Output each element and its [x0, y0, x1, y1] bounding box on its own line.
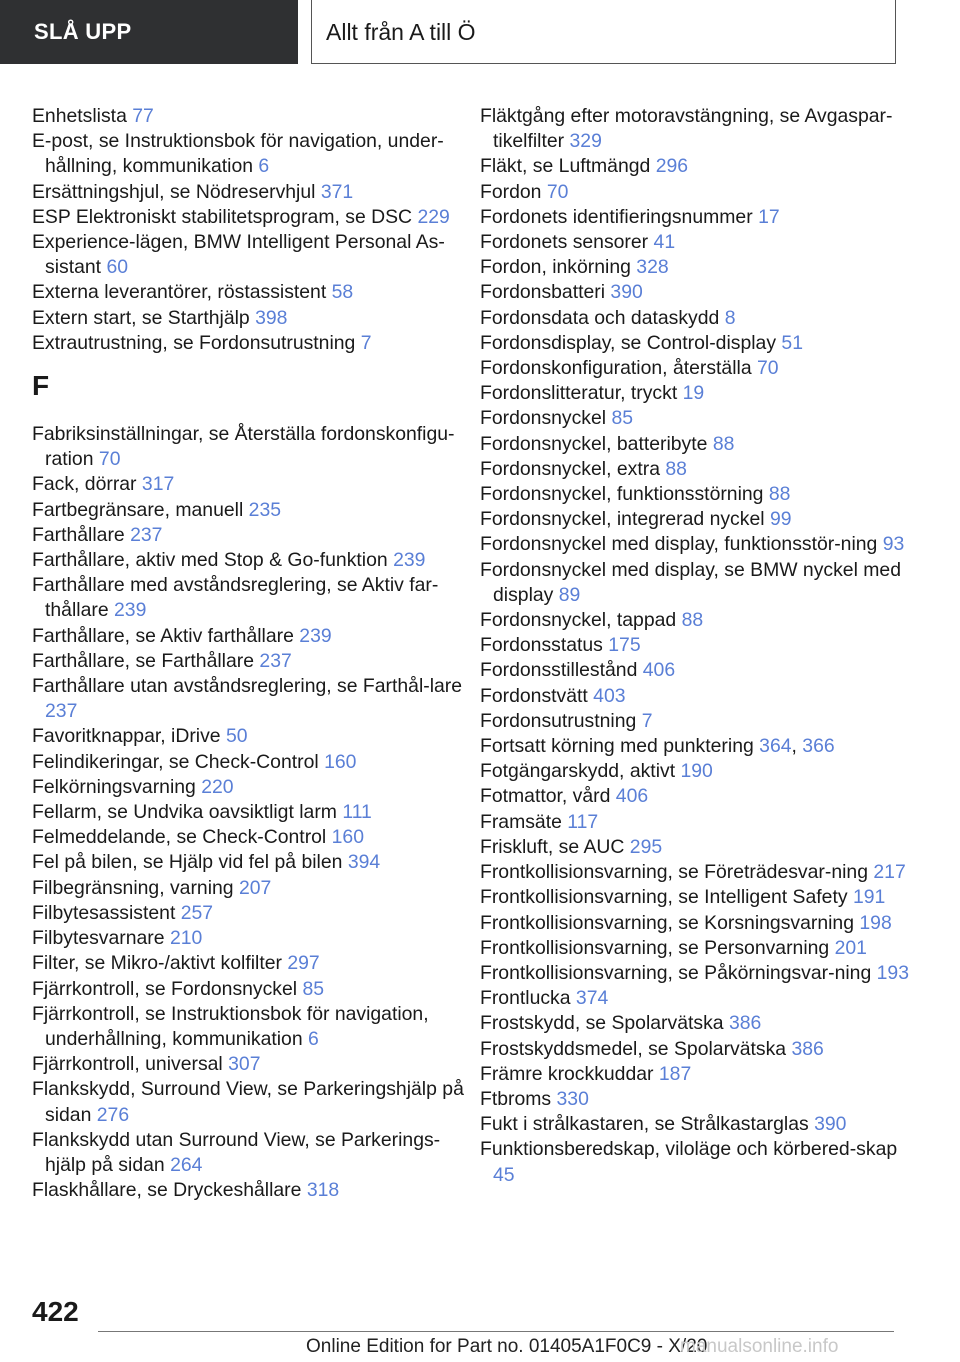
- entry-text: Fläkt, se Luftmängd: [480, 155, 651, 178]
- entry-text: Fjärrkontroll, universal: [32, 1053, 223, 1076]
- index-entry: [32, 104, 472, 129]
- entry-text: Ersättningshjul, se Nödreservhjul: [32, 180, 316, 203]
- entry-text: Fjärrkontroll, se Fordonsnyckel: [32, 977, 298, 1000]
- page-link[interactable]: 111: [342, 801, 372, 824]
- entry-text: Frontkollisionsvarning, se Korsningsvarning: [480, 911, 854, 934]
- index-entry: [480, 885, 910, 910]
- page-link[interactable]: 235: [248, 498, 282, 521]
- page-link[interactable]: 175: [608, 634, 641, 657]
- page-link[interactable]: 217: [873, 861, 906, 884]
- page-link[interactable]: 317: [141, 473, 175, 496]
- entry-text: Filter, se Mikro-/aktivt kolfilter: [32, 952, 282, 975]
- entry-text: Felindikeringar, se Check-Control: [32, 750, 319, 773]
- page-link[interactable]: 330: [556, 1087, 589, 1110]
- entry-text: Extrautrustning, se Fordonsutrustning: [32, 331, 356, 354]
- entry-text: Fordonsnyckel, batteribyte: [480, 432, 708, 455]
- index-entry: [32, 901, 472, 926]
- page-link[interactable]: 88: [681, 609, 704, 632]
- index-entry: [32, 573, 472, 623]
- index-entry: [32, 523, 472, 548]
- entry-text: Frontlucka: [480, 987, 571, 1010]
- entry-text: Fack, dörrar: [32, 473, 137, 496]
- entry-text: Fordonsnyckel med display, se BMW nyckel med display: [480, 558, 901, 606]
- page-link[interactable]: 237: [130, 523, 163, 546]
- page-link[interactable]: 7: [360, 331, 372, 354]
- index-entry: [32, 1128, 472, 1178]
- index-entry: [480, 180, 910, 205]
- entry-text: Fukt i strålkastaren, se Strålkastarglas: [480, 1113, 809, 1136]
- entry-text: Fordon, inkörning: [480, 256, 631, 279]
- entry-text: Farthållare med avståndsreglering, se Aktiv far-thållare: [32, 574, 439, 622]
- index-entry: [480, 1087, 910, 1112]
- entry-text: Fordonets sensorer: [480, 231, 649, 254]
- entry-text: Fordonsnyckel, extra: [480, 457, 660, 480]
- entry-text: Främre krockkuddar: [480, 1062, 654, 1085]
- index-entry: [480, 658, 910, 683]
- page-link[interactable]: 6: [258, 155, 270, 178]
- entry-text: Frontkollisionsvarning, se Påkörningsvar-ning: [480, 961, 872, 984]
- page-link[interactable]: 237: [259, 649, 292, 672]
- index-list-e: [32, 104, 472, 356]
- entry-text: Farthållare, se Farthållare: [32, 649, 255, 672]
- page-link[interactable]: 58: [331, 281, 354, 304]
- index-entry: [480, 1011, 910, 1036]
- index-entry: [480, 936, 910, 961]
- page-link[interactable]: 386: [728, 1012, 762, 1035]
- index-entry: [480, 154, 910, 179]
- index-entry: [480, 381, 910, 406]
- index-entry: [32, 331, 472, 356]
- page-link[interactable]: 50: [226, 725, 248, 748]
- entry-text: Extern start, se Starthjälp: [32, 306, 250, 329]
- page-link[interactable]: 77: [132, 105, 154, 127]
- entry-text: Filbytesassistent: [32, 901, 176, 924]
- index-column-left: [32, 104, 472, 1203]
- page-link[interactable]: 88: [665, 457, 687, 480]
- page-link[interactable]: 70: [757, 357, 779, 380]
- page-link[interactable]: 390: [814, 1113, 847, 1136]
- page-link[interactable]: 386: [791, 1037, 824, 1060]
- entry-text: Funktionsberedskap, viloläge och körbered-skap: [480, 1138, 898, 1161]
- entry-text: Friskluft, se AUC: [480, 835, 625, 858]
- page-link[interactable]: 364: [759, 735, 792, 758]
- entry-text: Fordonsutrustning: [480, 709, 637, 732]
- chapter-tab[interactable]: Allt från A till Ö: [311, 0, 896, 64]
- page-link[interactable]: 190: [680, 760, 713, 783]
- index-list-f: [32, 422, 472, 1203]
- page-link[interactable]: 276: [96, 1103, 130, 1126]
- page-link[interactable]: 117: [567, 810, 599, 833]
- index-entry: [480, 608, 910, 633]
- page-link[interactable]: 366: [802, 735, 835, 758]
- index-entry: [32, 422, 472, 472]
- index-entry: [480, 230, 910, 255]
- page-link[interactable]: 257: [180, 901, 214, 924]
- page-link[interactable]: 374: [575, 987, 609, 1010]
- page-link[interactable]: 89: [558, 583, 581, 606]
- page-link[interactable]: 210: [169, 927, 203, 950]
- index-entry: [32, 951, 472, 976]
- index-entry: [32, 825, 472, 850]
- entry-text: Fordonsnyckel med display, funktionsstör-ning: [480, 533, 878, 556]
- entry-text: Felkörningsvarning: [32, 775, 196, 798]
- entry-text: Fordonsstillestånd: [480, 659, 638, 682]
- index-entry: [32, 1178, 472, 1203]
- page-link[interactable]: 85: [302, 977, 325, 1000]
- index-entry: [480, 860, 910, 885]
- page-link[interactable]: 70: [98, 448, 121, 471]
- entry-text: Framsäte: [480, 810, 562, 833]
- index-entry: [480, 986, 910, 1011]
- entry-text: Fotgängarskydd, aktivt: [480, 760, 676, 783]
- page-link[interactable]: 45: [493, 1163, 515, 1186]
- entry-text: ESP Elektroniskt stabilitetsprogram, se DSC: [32, 205, 413, 228]
- page-link[interactable]: 239: [393, 549, 426, 572]
- entry-text: Fellarm, se Undvika oavsiktligt larm: [32, 801, 337, 824]
- index-entry: [32, 674, 472, 724]
- page-link[interactable]: 239: [299, 624, 332, 647]
- index-entry: [32, 1077, 472, 1127]
- index-entry: [480, 205, 910, 230]
- index-entry: [32, 230, 472, 280]
- index-entry: [480, 507, 910, 532]
- entry-text: Fortsatt körning med punktering: [480, 735, 754, 758]
- entry-text: Fordonsdisplay, se Control-display: [480, 331, 777, 354]
- index-entry: [32, 1052, 472, 1077]
- entry-text: Fordonsnyckel: [480, 407, 607, 430]
- index-entry: [32, 1002, 472, 1052]
- entry-text: Fotmattor, vård: [480, 785, 611, 808]
- entry-text: Ftbroms: [480, 1087, 552, 1110]
- index-entry: [32, 800, 472, 825]
- index-entry: [480, 331, 910, 356]
- index-entry: [480, 306, 910, 331]
- entry-text: Farthållare, aktiv med Stop & Go-funktion: [32, 549, 388, 572]
- index-entry: [480, 961, 910, 986]
- page-link[interactable]: 328: [636, 256, 669, 279]
- page-link[interactable]: 187: [658, 1062, 692, 1085]
- entry-text: Fordonsstatus: [480, 634, 603, 657]
- page-link[interactable]: 371: [320, 180, 354, 203]
- entry-text: Fläktgång efter motoravstängning, se Avgaspar-tikelfilter: [480, 105, 893, 153]
- entry-text: Felmeddelande, se Check-Control: [32, 826, 327, 849]
- index-entry: [480, 911, 910, 936]
- index-entry: [32, 724, 472, 749]
- entry-text: Fjärrkontroll, se Instruktionsbok för navigation, underhållning, kommunikation: [32, 1002, 429, 1050]
- index-entry: [480, 406, 910, 431]
- entry-text: Frostskydd, se Spolarvätska: [480, 1012, 724, 1035]
- page-link[interactable]: 160: [331, 826, 364, 849]
- page-link[interactable]: 239: [114, 599, 147, 622]
- edition-note: Online Edition for Part no. 01405A1F0C9 - X/20: [306, 1336, 708, 1357]
- page-link[interactable]: 307: [228, 1053, 261, 1076]
- index-entry: [32, 876, 472, 901]
- index-entry: [480, 810, 910, 835]
- entry-text: Favoritknappar, iDrive: [32, 725, 221, 748]
- index-entry: [32, 180, 472, 205]
- index-entry: [480, 1062, 910, 1087]
- page-link[interactable]: 8: [724, 306, 736, 329]
- entry-text: Fordonsnyckel, integrerad nyckel: [480, 508, 765, 531]
- page-link[interactable]: 7: [641, 709, 653, 732]
- index-entry: [480, 1137, 910, 1187]
- index-entry: [480, 784, 910, 809]
- page-link[interactable]: 264: [170, 1153, 203, 1176]
- page-link[interactable]: 51: [781, 331, 803, 354]
- index-entry: [480, 457, 910, 482]
- index-entry: [480, 759, 910, 784]
- page-link[interactable]: 201: [834, 936, 867, 959]
- entry-text: Experience-lägen, BMW Intelligent Personal As-sistant: [32, 231, 445, 279]
- page-link[interactable]: 19: [682, 382, 705, 405]
- entry-text: Filbegränsning, varning: [32, 876, 234, 899]
- page-link[interactable]: 85: [611, 407, 634, 430]
- entry-text: Fabriksinställningar, se Återställa fordonskonfigu-ration: [32, 423, 455, 471]
- index-entry: [32, 129, 472, 179]
- index-list-f-continued: [480, 104, 910, 1188]
- page-link[interactable]: 6: [308, 1027, 319, 1050]
- index-entry: [32, 926, 472, 951]
- header-bar: [0, 0, 960, 66]
- index-entry: [32, 472, 472, 497]
- watermark: manualsonline.info: [680, 1336, 839, 1357]
- page-link[interactable]: 406: [642, 659, 676, 682]
- page-link[interactable]: 398: [255, 306, 288, 329]
- entry-text: Filbytesvarnare: [32, 927, 165, 950]
- index-entry: [32, 775, 472, 800]
- page-link[interactable]: 70: [546, 180, 569, 203]
- index-entry: [480, 432, 910, 457]
- entry-text: Frontkollisionsvarning, se Intelligent Safety: [480, 886, 848, 909]
- entry-text: E-post, se Instruktionsbok för navigation, under-hållning, kommunikation: [32, 130, 444, 178]
- entry-text: Fordonsnyckel, funktionsstörning: [480, 483, 764, 506]
- page-link[interactable]: 220: [201, 775, 234, 798]
- index-entry: [480, 1037, 910, 1062]
- page-link[interactable]: 88: [712, 432, 735, 455]
- entry-text: Fordonstvätt: [480, 684, 588, 707]
- entry-text: Frontkollisionsvarning, se Företrädesvar-ning: [480, 861, 868, 884]
- index-entry: [32, 548, 472, 573]
- entry-text: Fordonsnyckel, tappad: [480, 609, 677, 632]
- index-entry: [32, 750, 472, 775]
- index-entry: [480, 1112, 910, 1137]
- page-link[interactable]: 198: [859, 911, 892, 934]
- entry-text: Flankskydd, Surround View, se Parkeringshjälp på sidan: [32, 1078, 464, 1126]
- index-entry: [480, 532, 910, 557]
- index-entry: [32, 624, 472, 649]
- section-letter: F: [32, 370, 50, 402]
- index-entry: [480, 558, 910, 608]
- index-entry: [480, 482, 910, 507]
- index-entry: [480, 255, 910, 280]
- page-link[interactable]: 237: [45, 700, 78, 723]
- section-tab[interactable]: SLÅ UPP: [0, 0, 298, 64]
- index-entry: [32, 498, 472, 523]
- entry-text: Farthållare: [32, 523, 125, 546]
- index-entry: [480, 356, 910, 381]
- entry-text: Flaskhållare, se Dryckeshållare: [32, 1179, 302, 1202]
- page-link[interactable]: 229: [417, 205, 450, 228]
- page-link[interactable]: 394: [347, 851, 381, 874]
- index-entry: Fortsatt körning med punktering 364, 366: [480, 735, 835, 758]
- page-link[interactable]: 41: [653, 231, 676, 254]
- entry-text: Fordon: [480, 180, 542, 203]
- entry-text: Fordonskonfiguration, återställa: [480, 357, 752, 380]
- index-entry: [480, 280, 910, 305]
- page-link[interactable]: 329: [569, 130, 602, 153]
- index-entry: [32, 306, 472, 331]
- index-entry: [32, 850, 472, 875]
- entry-text: Externa leverantörer, röstassistent: [32, 281, 327, 304]
- entry-text: Farthållare utan avståndsreglering, se Farthål-lare: [32, 675, 463, 698]
- entry-text: Fel på bilen, se Hjälp vid fel på bilen: [32, 851, 343, 874]
- entry-text: Fordonsdata och dataskydd: [480, 306, 720, 329]
- page-link[interactable]: 160: [324, 750, 357, 773]
- page-link[interactable]: 193: [876, 961, 909, 984]
- page-link[interactable]: 88: [768, 483, 791, 506]
- page-link[interactable]: 297: [287, 952, 320, 975]
- page-link[interactable]: 93: [882, 533, 905, 556]
- page-number: 422: [32, 1296, 79, 1327]
- page-link[interactable]: 296: [655, 155, 689, 178]
- page-link[interactable]: 17: [758, 205, 780, 228]
- entry-text: Farthållare, se Aktiv farthållare: [32, 624, 294, 647]
- page-link[interactable]: 403: [593, 684, 626, 707]
- index-entry: [32, 280, 472, 305]
- footer-divider: [98, 1331, 894, 1332]
- index-entry: [480, 104, 910, 154]
- index-entry: [480, 684, 910, 709]
- index-entry: [32, 649, 472, 674]
- page-link[interactable]: 390: [610, 281, 643, 304]
- page-link[interactable]: 406: [615, 785, 649, 808]
- index-entry: [480, 835, 910, 860]
- page-link[interactable]: 60: [106, 256, 129, 279]
- index-entry: [480, 709, 910, 734]
- index-entry: [480, 633, 910, 658]
- entry-text: Fordonets identifieringsnummer: [480, 205, 753, 228]
- entry-text: Enhetslista: [32, 105, 127, 127]
- entry-text: Fordonslitteratur, tryckt: [480, 382, 678, 405]
- page-link[interactable]: 191: [852, 886, 886, 909]
- entry-text: Fartbegränsare, manuell: [32, 498, 244, 521]
- index-entry: [32, 205, 472, 230]
- entry-text: Flankskydd utan Surround View, se Parkerings-hjälp på sidan: [32, 1128, 441, 1176]
- entry-text: Frontkollisionsvarning, se Personvarning: [480, 936, 830, 959]
- page-link[interactable]: 207: [238, 876, 272, 899]
- page-link[interactable]: 318: [306, 1179, 340, 1202]
- page-link[interactable]: 295: [629, 835, 663, 858]
- index-entry: [32, 977, 472, 1002]
- entry-text: Fordonsbatteri: [480, 281, 606, 304]
- index-column-right: [480, 104, 910, 1188]
- entry-text: Frostskyddsmedel, se Spolarvätska: [480, 1037, 787, 1060]
- page-link[interactable]: 99: [769, 508, 792, 531]
